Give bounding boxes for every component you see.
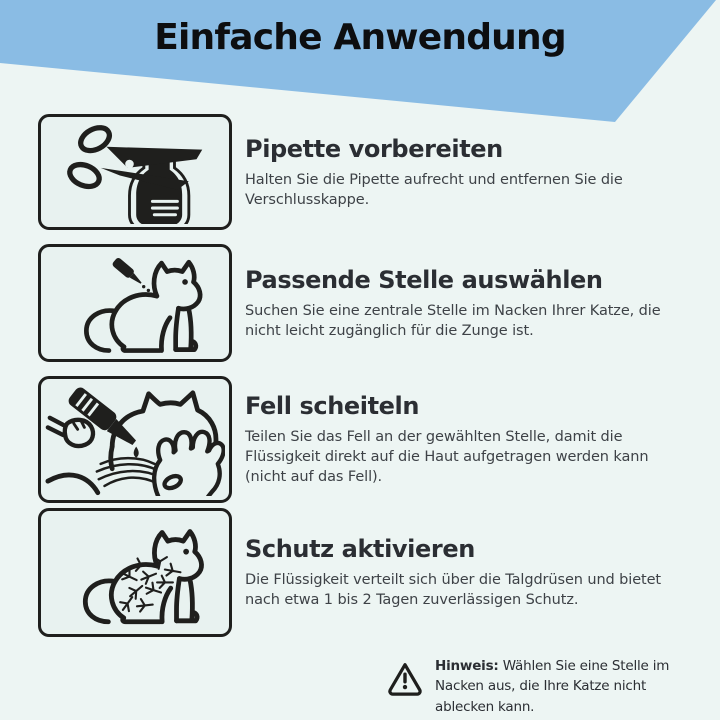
page-title: Einfache Anwendung (154, 17, 566, 58)
step-1-icon-box (38, 114, 232, 230)
step-4-icon-box (38, 508, 232, 637)
scissors-pipette-icon (45, 120, 225, 223)
step-1-heading: Pipette vorbereiten (245, 134, 503, 163)
step-3-description: Teilen Sie das Fell an der gewählten Stelle, damit die Flüssigkeit direkt auf die Haut aufgetragen werden kann (nicht auf das Fell). (245, 429, 649, 485)
note-body: Wählen Sie eine Stelle im Nacken aus, die Ihre Katze nicht ablecken kann. (435, 658, 670, 715)
cat-protection-spread-icon (45, 515, 225, 631)
step-3-icon-box (38, 376, 232, 503)
step-4-description: Die Flüssigkeit verteilt sich über die Talgdrüsen und bietet nach etwa 1 bis 2 Tagen zuverlässigen Schutz. (245, 572, 662, 608)
step-3-heading: Fell scheiteln (245, 392, 420, 420)
part-fur-apply-icon (45, 383, 225, 497)
step-2-text (245, 266, 688, 341)
step-4-text (245, 535, 688, 610)
step-1-text (245, 135, 688, 210)
step-1 (38, 114, 688, 230)
step-3 (38, 376, 688, 503)
note-text (435, 656, 702, 717)
step-1-description: Halten Sie die Pipette aufrecht und entfernen Sie die Verschlusskappe. (245, 171, 623, 208)
note (386, 656, 702, 717)
note-label: Hinweis: (435, 658, 499, 674)
step-2 (38, 244, 688, 362)
cat-neck-spot-icon (45, 250, 225, 355)
step-3-text (245, 392, 688, 487)
step-4-heading: Schutz aktivieren (245, 535, 475, 563)
step-2-heading: Passende Stelle auswählen (245, 265, 603, 294)
step-4 (38, 508, 688, 637)
warning-triangle-icon (386, 659, 424, 697)
step-2-description: Suchen Sie eine zentrale Stelle im Nacken Ihrer Katze, die nicht leicht zugänglich für die Zunge ist. (245, 302, 661, 339)
step-2-icon-box (38, 244, 232, 362)
